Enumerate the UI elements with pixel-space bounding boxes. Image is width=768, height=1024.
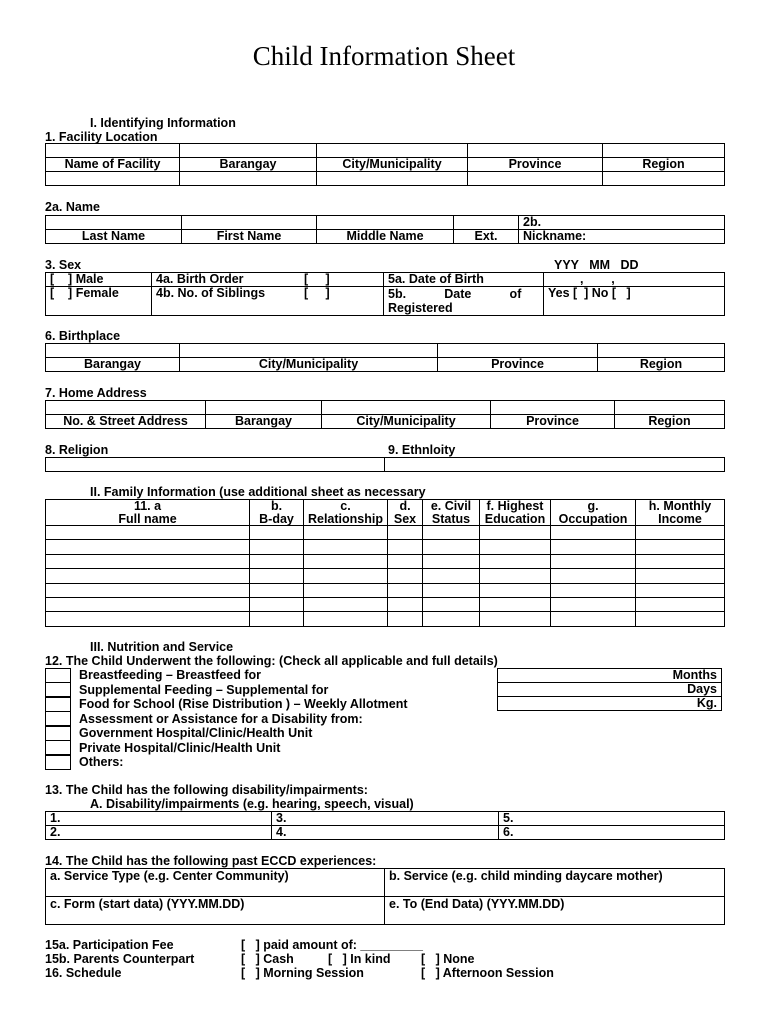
street-field[interactable] [46,401,206,415]
address-col-label: Province [491,415,615,429]
days-field[interactable]: Days [498,683,722,697]
facility-col-label: Barangay [180,158,317,172]
family-col-header-line1: f. Highest [486,499,544,513]
family-col-header-line2: Full name [118,511,177,526]
service-type-field[interactable]: a. Service Type (e.g. Center Community) [46,869,385,897]
service-checkbox[interactable] [45,682,71,697]
family-col-header [480,500,551,526]
family-cell[interactable] [551,554,636,568]
facility-name-field[interactable] [46,144,180,158]
eccd-table [45,868,725,925]
facility-region-field[interactable] [603,144,725,158]
home-address-table [45,400,725,429]
family-cell[interactable] [423,583,480,597]
address-col-label: City/Municipality [322,415,491,429]
facility-barangay-field[interactable] [180,144,317,158]
section-3-heading: III. Nutrition and Service [90,640,234,654]
dob-field[interactable]: , , [544,273,725,287]
family-cell[interactable] [423,612,480,626]
registered-label-2: Registered [388,301,453,315]
family-col-header-line1: 11. a [133,499,162,513]
family-cell[interactable] [551,540,636,554]
family-col-header-line2: Status [431,511,471,526]
family-cell[interactable] [46,612,250,626]
home-address-label: 7. Home Address [45,386,147,400]
family-cell[interactable] [250,526,304,540]
family-cell[interactable] [388,569,423,583]
family-cell[interactable] [551,597,636,611]
facility-city-field[interactable] [317,144,468,158]
birthplace-col-label: Province [438,358,598,372]
disability-table [45,811,725,840]
disability-cell[interactable]: 6. [499,826,725,840]
section-2-heading: II. Family Information (use additional sheet as necessary [90,485,426,499]
eccd-label: 14. The Child has the following past ECCD experiences: [45,854,377,868]
afternoon-checkbox[interactable]: [ ] Afternoon Session [421,966,554,980]
service-item-label: Private Hospital/Clinic/Health Unit [79,741,281,755]
birthplace-col-label: City/Municipality [180,358,438,372]
service-item-label: Food for School (Rise Distribution ) – Weekly Allotment [79,697,408,711]
registered-label: 5b. Date of [388,287,522,301]
family-col-header [46,500,250,526]
family-cell[interactable] [423,526,480,540]
kg-field[interactable]: Kg. [498,697,722,711]
religion-field[interactable] [46,458,385,472]
family-cell[interactable] [46,569,250,583]
family-cell[interactable] [250,540,304,554]
birthplace-city-field[interactable] [180,344,438,358]
family-cell[interactable] [551,583,636,597]
family-cell[interactable] [480,554,551,568]
page-title: Child Information Sheet [252,41,516,71]
none-checkbox[interactable]: [ ] None [421,952,475,966]
family-cell[interactable] [551,569,636,583]
fee-label: 15a. Participation Fee [45,938,174,952]
family-col-header-line1: h. Monthly [648,499,712,513]
address-region-field[interactable] [615,401,725,415]
service-field[interactable]: b. Service (e.g. child minding daycare mother) [385,869,725,897]
family-cell[interactable] [480,540,551,554]
religion-label: 8. Religion [45,443,109,457]
facility-col-label: Name of Facility [46,158,180,172]
family-col-header-line2: Relationship [307,511,383,526]
service-item-label: Government Hospital/Clinic/Health Unit [79,726,313,740]
family-cell[interactable] [46,554,250,568]
family-col-header-line2: Occupation [558,511,628,526]
facility-location-table [45,143,725,186]
facility-province-field[interactable] [468,144,603,158]
birthplace-col-label: Barangay [46,358,180,372]
family-cell[interactable] [480,569,551,583]
family-cell[interactable] [46,583,250,597]
family-row [46,597,725,611]
fee-field[interactable]: [ ] paid amount of: _________ [241,938,423,952]
family-cell[interactable] [250,597,304,611]
service-checkbox[interactable] [45,697,71,712]
family-cell[interactable] [304,597,388,611]
birthplace-table [45,343,725,372]
family-cell[interactable] [423,540,480,554]
family-cell[interactable] [551,526,636,540]
name-table [45,215,725,244]
family-col-header [388,500,423,526]
family-col-header-line2: Sex [393,511,417,526]
facility-location-label: 1. Facility Location [45,130,158,144]
registered-yes-no[interactable]: Yes [ ] No [ ] [544,287,725,316]
family-col-header-line1: g. [587,499,599,513]
family-cell[interactable] [304,569,388,583]
female-checkbox[interactable]: [ ] Female [46,287,152,316]
name-col-label: Last Name [46,230,182,244]
counterpart-label: 15b. Parents Counterpart [45,952,195,966]
family-cell[interactable] [388,583,423,597]
service-checkbox[interactable] [45,755,71,770]
units-table [497,668,722,711]
family-cell[interactable] [636,569,725,583]
family-col-header [636,500,725,526]
middle-name-field[interactable] [317,216,454,230]
address-col-label: No. & Street Address [46,415,206,429]
last-name-field[interactable] [46,216,182,230]
family-cell[interactable] [304,583,388,597]
family-cell[interactable] [304,612,388,626]
first-name-field[interactable] [182,216,317,230]
address-province-field[interactable] [491,401,615,415]
family-cell[interactable] [250,583,304,597]
service-checkbox[interactable] [45,668,71,683]
family-col-header-line1: b. [270,499,283,513]
months-field[interactable]: Months [498,669,722,683]
name-col-label: First Name [182,230,317,244]
family-cell[interactable] [636,612,725,626]
birthplace-barangay-field[interactable] [46,344,180,358]
family-cell[interactable] [423,569,480,583]
family-cell[interactable] [551,612,636,626]
birthplace-col-label: Region [598,358,725,372]
service-item-label: Supplemental Feeding – Supplemental for [79,683,329,697]
service-item-label: Assessment or Assistance for a Disability from: [79,712,363,726]
family-cell[interactable] [388,526,423,540]
nickname-2b-label: 2b. [519,216,725,230]
disability-cell[interactable]: 3. [272,812,499,826]
dob-label: 5a. Date of Birth [384,273,544,287]
birthplace-label: 6. Birthplace [45,329,121,343]
family-col-header [551,500,636,526]
family-cell[interactable] [388,554,423,568]
birth-order-field[interactable]: [ ] [304,272,330,286]
family-cell[interactable] [388,612,423,626]
schedule-label: 16. Schedule [45,966,122,980]
family-cell[interactable] [388,597,423,611]
name-col-label: Middle Name [317,230,454,244]
family-col-header [304,500,388,526]
morning-checkbox[interactable]: [ ] Morning Session [241,966,364,980]
family-cell[interactable] [46,526,250,540]
family-cell[interactable] [480,526,551,540]
family-cell[interactable] [480,583,551,597]
address-col-label: Barangay [206,415,322,429]
family-col-header [423,500,480,526]
family-table-header [46,500,725,526]
birthplace-province-field[interactable] [438,344,598,358]
family-cell[interactable] [250,612,304,626]
disability-cell[interactable]: 2. [46,826,272,840]
family-cell[interactable] [250,554,304,568]
family-cell[interactable] [636,583,725,597]
family-cell[interactable] [636,554,725,568]
address-barangay-field[interactable] [206,401,322,415]
male-checkbox[interactable]: [ ] Male [46,273,152,287]
cash-checkbox[interactable]: [ ] Cash [241,952,294,966]
service-checkbox[interactable] [45,711,71,726]
family-col-header-line2: B-day [259,511,294,526]
family-cell[interactable] [423,597,480,611]
disability-cell[interactable]: 4. [272,826,499,840]
family-cell[interactable] [250,569,304,583]
nickname-label: Nickname: [519,230,725,244]
family-cell[interactable] [636,526,725,540]
birth-order-label: 4a. Birth Order [156,272,244,286]
address-city-field[interactable] [322,401,491,415]
ethnicity-field[interactable] [385,458,725,472]
facility-col-label: Province [468,158,603,172]
name-col-label: Ext. [454,230,519,244]
disability-cell[interactable]: 1. [46,812,272,826]
family-col-header-line1: c. [340,499,351,513]
family-row [46,554,725,568]
family-row [46,583,725,597]
siblings-label: 4b. No. of Siblings [156,286,266,300]
underwent-label: 12. The Child Underwent the following: (Check all applicable and full details) [45,654,498,668]
address-col-label: Region [615,415,725,429]
family-cell[interactable] [636,540,725,554]
name-label: 2a. Name [45,200,100,214]
family-col-header-line1: e. Civil [430,499,472,513]
service-checkbox[interactable] [45,740,71,755]
family-cell[interactable] [423,554,480,568]
form-end-field[interactable]: e. To (End Data) (YYY.MM.DD) [385,897,725,925]
family-cell[interactable] [46,597,250,611]
family-cell[interactable] [480,597,551,611]
disability-sublabel: A. Disability/impairments (e.g. hearing, speech, visual) [90,797,414,811]
family-cell[interactable] [304,526,388,540]
family-row [46,526,725,540]
disability-label: 13. The Child has the following disability/impairments: [45,783,368,797]
sex-label: 3. Sex [45,258,82,272]
siblings-field[interactable]: [ ] [304,286,330,300]
family-row [46,540,725,554]
inkind-checkbox[interactable]: [ ] In kind [328,952,391,966]
sex-birth-table [45,272,725,316]
family-col-header-line2: Education [484,511,546,526]
family-cell[interactable] [304,554,388,568]
disability-cell[interactable]: 5. [499,812,725,826]
family-row [46,569,725,583]
birthplace-region-field[interactable] [598,344,725,358]
facility-col-label: Region [603,158,725,172]
service-checkbox[interactable] [45,726,71,741]
facility-col-label: City/Municipality [317,158,468,172]
family-col-header-line2: Income [658,511,702,526]
ethnicity-label: 9. Ethnloity [388,443,456,457]
family-col-header [250,500,304,526]
service-item-label: Others: [79,755,124,769]
service-item-label: Breastfeeding – Breastfeed for [79,668,262,682]
section-1-heading: I. Identifying Information [90,116,236,130]
family-cell[interactable] [480,612,551,626]
form-start-field[interactable]: c. Form (start data) (YYY.MM.DD) [46,897,385,925]
date-format-label: YYY MM DD [554,258,639,272]
ext-field[interactable] [454,216,519,230]
family-cell[interactable] [304,540,388,554]
religion-ethnicity-table [45,457,725,472]
family-cell[interactable] [46,540,250,554]
family-cell[interactable] [636,597,725,611]
family-table [45,499,725,627]
family-cell[interactable] [388,540,423,554]
family-row [46,612,725,626]
family-col-header-line1: d. [399,499,411,513]
